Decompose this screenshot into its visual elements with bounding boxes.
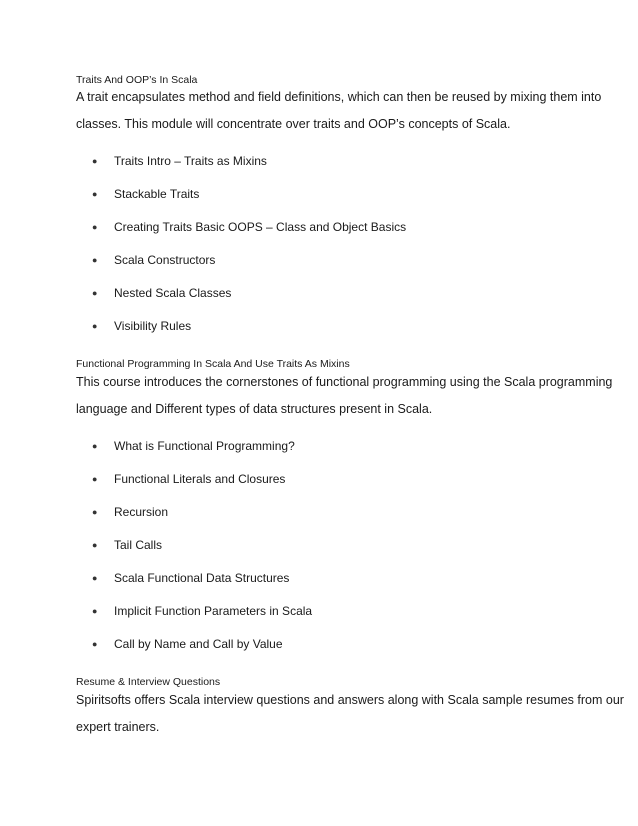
bullet-icon: ● [92, 507, 98, 517]
list-item-text: Visibility Rules [114, 319, 192, 333]
list-item-text: Implicit Function Parameters in Scala [114, 604, 313, 618]
section-paragraph [76, 90, 602, 144]
paragraph-line: This course introduces the cornerstones of functional programming using the Scala programming [76, 375, 613, 389]
bullet-icon: ● [92, 474, 98, 484]
list-item-text: Functional Literals and Closures [114, 472, 286, 486]
bullet-icon: ● [92, 222, 98, 232]
list-item [92, 439, 295, 453]
bullet-icon: ● [92, 639, 98, 649]
list-item-text: What is Functional Programming? [114, 439, 295, 453]
list-item-text: Scala Constructors [114, 253, 216, 267]
list-item-text: Stackable Traits [114, 187, 200, 201]
list-item [92, 472, 285, 486]
bullet-icon: ● [92, 156, 98, 166]
section-heading: Traits And OOP’s In Scala [76, 74, 198, 86]
bullet-icon: ● [92, 441, 98, 451]
list-item-text: Recursion [114, 505, 169, 519]
list-item [92, 571, 289, 585]
list-item-text: Nested Scala Classes [114, 286, 232, 300]
paragraph-line: language and Different types of data structures present in Scala. [76, 402, 433, 416]
bullet-icon: ● [92, 189, 98, 199]
bullet-icon: ● [92, 255, 98, 265]
list-item [92, 154, 267, 168]
list-item-text: Call by Name and Call by Value [114, 637, 283, 651]
list-item-text: Traits Intro – Traits as Mixins [114, 154, 267, 168]
section-heading: Functional Programming In Scala And Use Traits As Mixins [76, 358, 350, 370]
section-heading: Resume & Interview Questions [76, 676, 221, 688]
list-item [92, 604, 312, 618]
list-item-text: Scala Functional Data Structures [114, 571, 290, 585]
list-item [92, 637, 283, 651]
section-paragraph [76, 375, 613, 429]
paragraph-line: expert trainers. [76, 720, 160, 734]
bullet-icon: ● [92, 540, 98, 550]
paragraph-line: A trait encapsulates method and field definitions, which can then be reused by mixing them into [76, 90, 602, 104]
list-item-text: Creating Traits Basic OOPS – Class and Object Basics [114, 220, 407, 234]
paragraph-line: classes. This module will concentrate over traits and OOP’s concepts of Scala. [76, 117, 511, 131]
list-item [92, 286, 231, 300]
bullet-icon: ● [92, 573, 98, 583]
list-item [92, 538, 162, 552]
list-item [92, 220, 406, 234]
list-item [92, 505, 168, 519]
section-paragraph [76, 693, 624, 747]
list-item [92, 187, 199, 201]
list-item [92, 253, 215, 267]
list-item [92, 319, 191, 333]
list-item-text: Tail Calls [114, 538, 163, 552]
bullet-icon: ● [92, 321, 98, 331]
paragraph-line: Spiritsofts offers Scala interview questions and answers along with Scala sample resumes from our [76, 693, 624, 707]
bullet-icon: ● [92, 288, 98, 298]
bullet-icon: ● [92, 606, 98, 616]
